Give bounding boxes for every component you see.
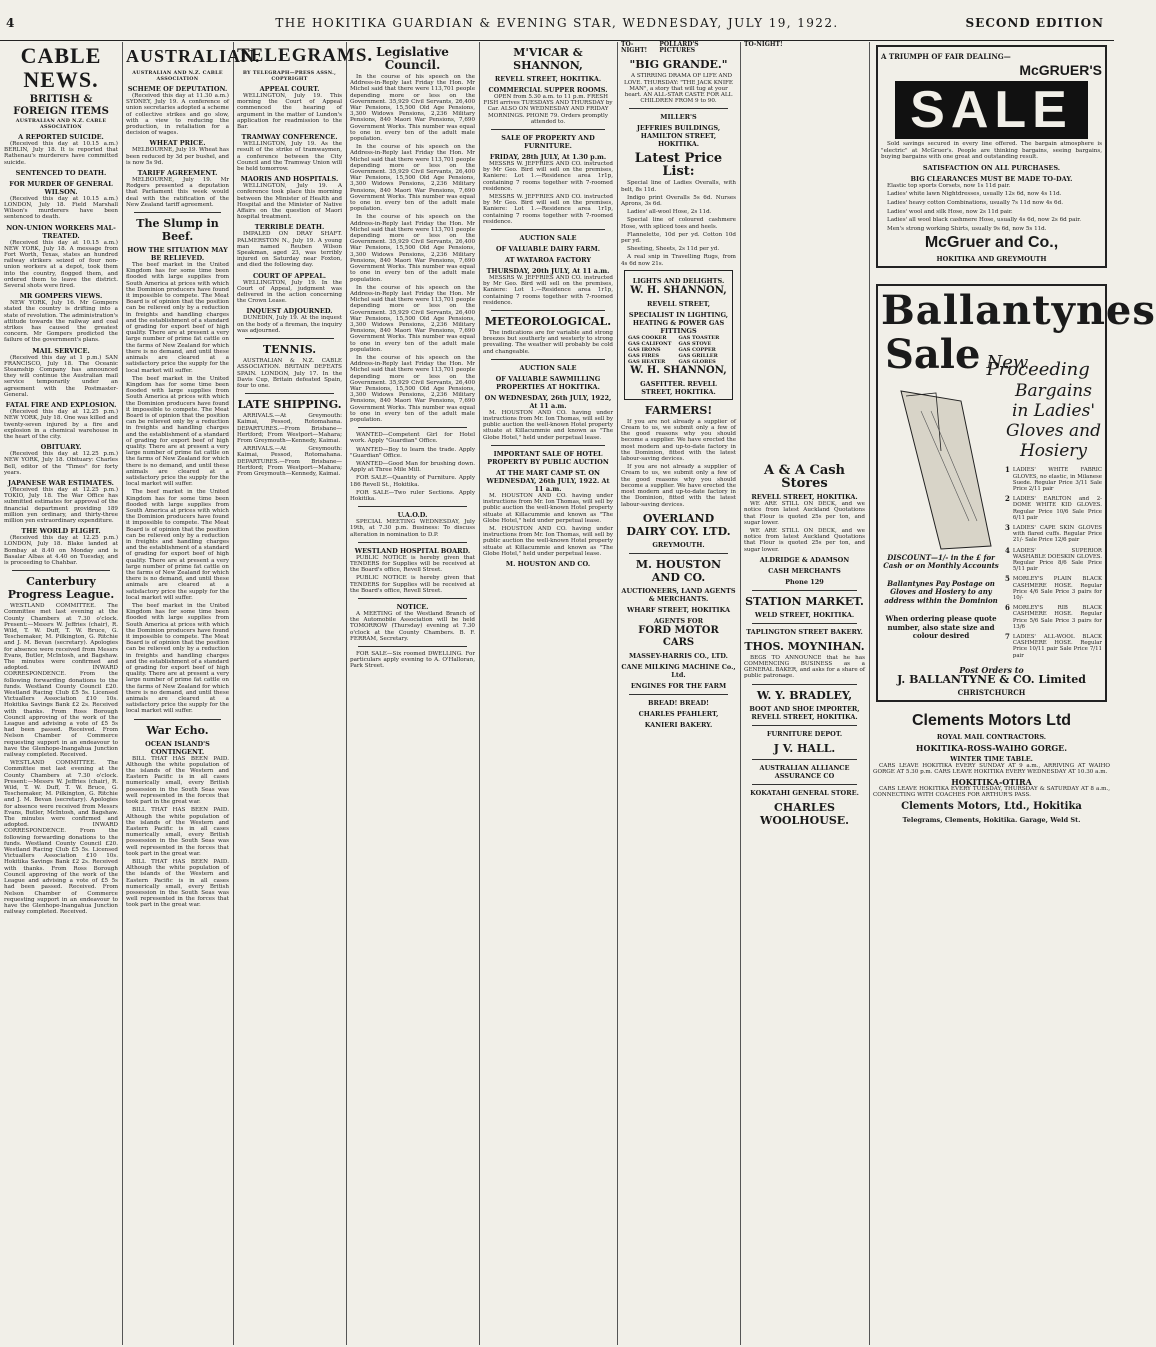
price-list-heading: Latest Price List:: [634, 151, 723, 180]
shipping-text-2: ARRIVALS.—At Greymouth: Kaimai, Pessod, Rotomahana. DEPARTURES.—From Brisbane—Hertford; From Westport—Mahara; From Greymouth—Kennedy, Kaimai.: [237, 446, 342, 477]
slump-text: The beef market in the United Kingdom has for some time been flooded with large supplies from South America at prices with which the Dominion producers have found it impossible to compete. The Meat Board is of opinion that the position can be relieved only by a reduction in freights and handling charges and the establishment of a standard of grading for export beef of high quality. There are at present a very large number of prime fat cattle on the farms of New Zealand for which there is no demand, and until these animals are cleared at a satisfactory price the supply for the local market will suffer.: [126, 262, 229, 374]
column-auctions: [483, 42, 613, 1345]
post-orders: Post Orders to: [959, 664, 1024, 675]
cash-stores-heading: A & A Cash Stores: [763, 463, 846, 492]
glove-item: [1005, 522, 1102, 544]
station-address: WELD STREET, HOKITIKA.: [754, 610, 855, 619]
slump-heading: The Slump in Beef.: [136, 217, 219, 244]
tennis-heading: TENNIS.: [262, 343, 317, 357]
cable-item-body: NEW YORK, July 16. Mr Gompers stated the country is drifting into a state of revolution. The administration's attitude towards the railway and coal strikes has caused the greatest concern. Mr Gompers predicted the failure of the government's plans.: [4, 300, 118, 344]
overland-name: OVERLAND DAIRY COY. LTD.: [626, 511, 731, 538]
mcgruer-name: McGRUER'S: [1019, 62, 1102, 78]
price-line: Special line of coloured cashmere Hose, with spliced toes and heels.: [621, 217, 736, 230]
uaod-heading: U.A.O.D.: [397, 511, 428, 520]
moynihan-name: THOS. MOYNIHAN.: [744, 639, 865, 653]
tsb-heading: TAPLINGTON STREET BAKERY.: [746, 627, 863, 636]
houston-signature: M. HOUSTON AND CO.: [505, 559, 591, 568]
price-line: Flannelette, 10d per yd. Cotton 10d per yd.: [621, 231, 736, 245]
for-sale-text: FOR SALE—Six roomed DWELLING. For particulars apply evening to A. O'Halloran, Park Street.: [350, 651, 475, 670]
auction2-date: ON WEDNESDAY, 26th JULY, 1922, At 11 a.m.: [484, 393, 612, 410]
telegram-item-body: WELLINGTON, July 19. A conference took place this morning between the Minister of Health and Hospital and the Minister of Native Affairs on the question of Maori hospital treatment.: [237, 183, 342, 221]
cable-item-headline: OBITUARY.: [40, 443, 82, 452]
jbal-name: J. BALLANTYNE & CO. Limited: [897, 672, 1086, 686]
glove-text: MORLEY'S PLAIN BLACK CASHMERE HOSE. Regular Price 4/6 Sale Price 3 pairs for 10/-: [1012, 576, 1102, 601]
route1-text: CARS LEAVE HOKITIKA EVERY SUNDAY AT 9 a.m., ARRIVING AT WAIHO GORGE AT 5.30 p.m. CARS LEAVE HOKITIKA EVERY WEDNESDAY AT 10.30 a.m.: [873, 762, 1110, 776]
war-text-3: BILL THAT HAS BEEN PAID. Although the white population of the islands of the Western and Eastern Pacific is in all cases numerically small, every British possession in the South Seas was well represented in the forces that took part in the great war.: [126, 858, 229, 909]
overland-sub: GREYMOUTH.: [652, 540, 705, 549]
gas-item: GAS TOASTER: [678, 334, 720, 341]
auction1-location: AT WATAROA FACTORY: [504, 256, 592, 265]
masthead-title: THE HOKITIKA GUARDIAN & EVENING STAR, WEDNESDAY, JULY 19, 1922.: [275, 16, 839, 30]
glove-item: [1005, 576, 1102, 601]
aldridge-sub: CASH MERCHANTS: [768, 566, 841, 575]
gas-item: GAS COOKER: [628, 334, 667, 341]
jbal-city: CHRISTCHURCH: [957, 687, 1026, 697]
glove-text: LADIES' EARLTON and 2-DOME WHITE KID GLOVES. Regular Price 10/6 Sale Price 6/11 pair: [1012, 496, 1102, 521]
glove-item: [1005, 545, 1102, 573]
hospital-text: PUBLIC NOTICE is hereby given that TENDERS for Supplies will be received at the Board's office, Revell Street.: [350, 554, 475, 574]
notice-text: A MEETING of the Westland Branch of the Automobile Association will be held TOMORROW (Thursday) evening at 7.30 o'clock at the County Chambers. B. F. FERRAM, Secretary.: [350, 611, 475, 642]
aldridge-phone: Phone 129: [785, 577, 824, 586]
auction2-subheading: OF VALUABLE SAWMILLING PROPERTIES AT HOKITIKA.: [495, 374, 601, 391]
supper-rooms: COMMERCIAL SUPPER ROOMS.: [488, 86, 608, 94]
ballantynes-name: Ballantynes: [881, 287, 1156, 335]
war-subheading: OCEAN ISLAND'S CONTINGENT.: [145, 739, 210, 756]
legislative-text-2: In the course of his speech on the Address-in-Reply last Friday the Hon. Mr Michel said that there were 113,701 people depending more or less on the Government. 35,929 Civil Servants, 26,400 War Pensions, 15,500 Old Age Pensions, 3,300 Widows Pensions, 2,236 Military Pensions, 840 Maori War Pensions, 7,690 Government Works. This number was equal to one in every ten of the adult male population.: [350, 144, 475, 213]
mcgruer-address: HOKITIKA AND GREYMOUTH: [936, 255, 1047, 264]
slump-text-4: The beef market in the United Kingdom has for some time been flooded with large supplies from South America at prices with which the Dominion producers have found it impossible to compete. The Meat Board is of opinion that the position can be relieved only by a reduction in freights and handling charges and the establishment of a standard of grading for export beef of high quality. There are at present a very large number of prime fat cattle on the farms of New Zealand for which there is no demand, and until these animals are cleared at a satisfactory price the supply for the local market will suffer.: [126, 603, 229, 715]
sale-line: Ladies' white lawn Nightdresses, usually 12s 6d, now 4s 11d.: [887, 191, 1062, 198]
glove-text: LADIES' CAPE SKIN GLOVES with flared cuffs. Regular Price 21/- Sale Price 12/6 pair: [1012, 524, 1102, 544]
telegram-item-headline: INQUEST ADJOURNED.: [246, 307, 333, 316]
slump-text-3: The beef market in the United Kingdom has for some time been flooded with large supplies from South America at prices with which the Dominion producers have found it impossible to compete. The Meat Board is of opinion that the position can be relieved only by a reduction in freights and handling charges and the establishment of a standard of grading for export beef of high quality. There are at present a very large number of prime fat cattle on the farms of New Zealand for which there is no demand, and until these animals are cleared at a satisfactory price the supply for the local market will suffer.: [126, 489, 229, 601]
price-line: Ladies' all-wool Hose, 2s 11d.: [627, 209, 712, 216]
column-australian: [126, 42, 261, 1345]
glove-text: LADIES' SUPERIOR WASHABLE DOESKIN GLOVES. Regular Price 8/6 Sale Price 5/11 pair: [1012, 547, 1102, 573]
winter-timetable: WINTER TIME TABLE.: [950, 754, 1033, 763]
column-ads-center: [621, 42, 736, 1345]
cable-item-headline: FOR MURDER OF GENERAL WILSON.: [9, 179, 113, 196]
cash-stores-address: REVELL STREET, HOKITIKA.: [751, 493, 858, 502]
houston-name: M. HOUSTON AND CO.: [635, 557, 722, 584]
glove-item: [1005, 634, 1102, 659]
gas-item: GAS GLOBES: [678, 358, 716, 365]
sale-line: Elastic top sports Corsets, now 1s 11d pair.: [887, 182, 1011, 189]
glove-number: 6: [1005, 603, 1010, 613]
australian-item-headline: WHEAT PRICE.: [149, 139, 206, 148]
lights-heading: LIGHTS AND DELIGHTS.: [632, 276, 725, 285]
pfahlert-name: CHARLES PFAHLERT,: [638, 709, 719, 718]
war-text: BILL THAT HAS BEEN PAID. Although the white population of the islands of the Western and Eastern Pacific is in all cases numerically small, every British possession in the South Seas was well represented in the forces that took part in the great war.: [126, 755, 229, 806]
telegram-item-headline: COURT OF APPEAL.: [252, 271, 327, 280]
australian-item-body: MELBOURNE, July 19. Mr Rodgers presented a deputation that Parliament this week would deal with the ratification of the New Zealand tariff agreement.: [126, 177, 229, 208]
auction1-date: THURSDAY, 20th JULY, At 11 a.m.: [486, 267, 610, 276]
clements-name: Clements Motors Ltd: [911, 711, 1072, 729]
sale-text-2: MESSRS W. JEFFRIES AND CO. instructed by Mr Geo. Bird will sell on the premises, Kaniere: Lot 1.—Residence area 1r1p, containing 7 rooms together with 7-roomed residence.: [483, 194, 613, 225]
shannon-footer: GASFITTER. REVELL STREET, HOKITIKA.: [640, 379, 717, 396]
cash-stores-text: WE ARE STILL ON DECK, and we notice from latest Auckland Quotations that Flour is quoted 25s per ton, and sugar lower.: [744, 501, 865, 526]
engines-heading: ENGINES FOR THE FARM: [630, 681, 727, 690]
glove-text: MORLEY'S RIB BLACK CASHMERE HOSE. Regular Price 5/6 Sale Price 3 pairs for 13/6: [1012, 605, 1102, 630]
shannon-name: W. H. SHANNON,: [630, 284, 727, 296]
cash-stores-text-2: WE ARE STILL ON DECK, and we notice from latest Auckland Quotations that Flour is quoted 25s per ton, and sugar lower.: [744, 528, 865, 553]
gas-item: GAS COPPER: [678, 346, 716, 353]
sale-line: Ladies' wool and silk Hose, now 2s 11d pair.: [887, 208, 1013, 215]
column-display-ads: [873, 42, 1156, 1345]
australian-item-headline: TARIFF AGREEMENT.: [137, 169, 218, 178]
classified-ad: WANTED—Competent Girl for Hotel work. Apply "Guardian" Office.: [350, 432, 475, 445]
cane-machine: CANE MILKING MACHINE Co., Ltd.: [621, 662, 736, 679]
auction1-heading: AUCTION SALE: [519, 234, 577, 243]
price-line: Sheeting, Sheets, 2s 11d per yd.: [627, 246, 720, 253]
notice-heading: NOTICE.: [396, 603, 429, 612]
shipping-text: ARRIVALS.—At Greymouth: Kaimai, Pessod, Rotomahana. DEPARTURES.—From Brisbane—Hertford; From Westport—Mahara; From Greymouth—Kennedy, Kaimai.: [237, 413, 342, 444]
millers-name: MILLER'S: [660, 113, 697, 122]
cable-item-body: (Received this day at 12.25 p.m.) LONDON, July 18. Blake landed at Bombay at 8.40 on Monday and is Basalar Albas at 4.40 on Tuesday, and is proceeding to Chahbar.: [4, 535, 118, 566]
war-text-2: BILL THAT HAS BEEN PAID. Although the white population of the islands of the Western and Eastern Pacific is in all cases numerically small, every British possession in the South Seas was well represented in the forces that took part in the great war.: [126, 807, 229, 857]
cable-item-body: (Received this day at 12.25 p.m.) NEW YORK, July 18. One was killed and twenty-seven injured by a fire and explosion in a chemical warehouse in the heart of the city.: [4, 409, 118, 440]
bread-heading: BREAD! BREAD!: [647, 698, 710, 707]
discount-text: DISCOUNT—1/- in the £ for Cash or on Monthly Accounts: [883, 552, 999, 570]
ordering-text: When ordering please quote number, also state size and colour desired: [885, 614, 997, 641]
hotel-text: M. HOUSTON AND CO. having under instructions from Mr. Ion Thomas, will sell by public auction the well-known Hotel property situate at Killacummie and known as "The Globe Hotel," held under perpetual lease.: [483, 492, 613, 524]
mail-contractors: ROYAL MAIL CONTRACTORS.: [936, 732, 1047, 741]
cable-item-body: (Received this day at 10.15 a.m.) NEW YORK, July 18. A message from Fort Worth, Texas, states an hundred railway strikers seized of four non-union workers at a depot, took them into the country, flogged them, and ordered them to leave the district. Several shots were fired.: [4, 239, 118, 290]
classified-ad: FOR SALE—Two ruler Sections. Apply Hokitika.: [350, 489, 475, 502]
telegram-item-headline: APPEAL COURT.: [259, 85, 320, 93]
glove-number: 4: [1005, 545, 1010, 555]
hotel-heading: IMPORTANT SALE OF HOTEL PROPERTY BY PUBLIC AUCTION: [487, 449, 609, 466]
glove-number: 2: [1005, 494, 1010, 504]
fair-dealing: A TRIUMPH OF FAIR DEALING—: [881, 52, 1011, 61]
gas-item: GAS CALIFONT: [628, 340, 672, 347]
millers-address: JEFFRIES BUILDINGS, HAMILTON STREET, HOKITIKA.: [636, 124, 721, 149]
agents-for: AGENTS FOR: [654, 616, 703, 625]
met-text: The indications are for variable and strong breezes but southerly and westerly to strong prevailing. The weather will probably be cold and changeable.: [483, 330, 613, 355]
bradley-name: W. Y. BRADLEY,: [756, 688, 853, 702]
clements-name-2: Clements Motors, Ltd., Hokitika: [901, 800, 1082, 812]
league-text-more: WESTLAND COMMITTEE. The Committee met last evening at the County Chambers at 7.30 o'clock. Present:—Messrs W. Jeffries (chair), R. Wild, T. W. Duff, T. W. Bruce, G. Teschemaker, M. Pilkington, G. Ritchie and J. M. Bevan (secretary). Apologies for absence were received from Messrs Evans, Butler, McIntosh, and Bagshaw. The minutes were confirmed and adopted. INWARD CORRESPONDENCE. From the following forwarding donations to the funds. Westland County Council £20. Westland Racing Club £5 5s. Licensed Victuallers Association £10 10s. Hokitika Savings Bank £2 2s. Received with thanks. From Ross Borough Council approving of the work of the League and advising a vote of £5 5s had been passed. Received. From Nelson Chamber of Commerce requesting support in an endeavour to have the Glenhope-Inangahua Junction railway completed. Received.: [4, 760, 118, 916]
ballantynes-ad: [876, 284, 1156, 701]
cable-news-subheading: BRITISH & FOREIGN ITEMS: [13, 94, 109, 117]
league-heading: Canterbury Progress League.: [7, 575, 115, 602]
price-line: A real snip in Travelling Rugs, from 4s 6d now 21s.: [621, 254, 736, 267]
ballantynes-proceeding: New Proceeding: [986, 352, 1090, 380]
aldridge-name: ALDRIDGE & ADAMSON: [759, 555, 850, 564]
satisfaction: SATISFACTION ON ALL PURCHASES.: [922, 163, 1061, 172]
glove-item: [1005, 467, 1102, 492]
bargains-text: Bargains in Ladies' Gloves and Hosiery: [1005, 381, 1101, 462]
uaod-text: SPECIAL MEETING WEDNESDAY, July 19th, at 7.30 p.m. Business: To discuss alteration in nomination to D.P.: [350, 519, 475, 538]
slump-subheading: HOW THE SITUATION MAY BE RELIEVED.: [127, 246, 228, 263]
station-market: STATION MARKET.: [745, 594, 864, 608]
telegram-item-headline: MAORIS AND HOSPITALS.: [240, 175, 339, 184]
telegram-item-headline: TERRIBLE DEATH.: [254, 223, 325, 232]
insurance-heading: AUSTRALIAN ALLIANCE ASSURANCE CO: [759, 763, 850, 780]
sale-heading: SALE OF PROPERTY AND FURNITURE.: [501, 134, 595, 151]
cable-item-body: (Received this day at 12.25 p.m.) TOKIO, July 18. The War Office has submitted estimates for approval of the financial department providing 189 million yen ordinary, and thirty-three million yen extraordinary expenditure.: [4, 486, 118, 524]
mcgruer-co: McGruer and Co.,: [924, 234, 1059, 252]
fair-text: Sold savings secured in every line offered. The bargain atmosphere is "electric" at McGruer's. People are thinking bargains, seeing bargains, buying bargains with one great and outstanding result.: [881, 141, 1102, 161]
legislative-text: In the course of his speech on the Address-in-Reply last Friday the Hon. Mr Michel said that there were 113,701 people depending more or less on the Government. 35,929 Civil Servants, 26,400 War Pensions, 15,500 Old Age Pensions, 3,300 Widows Pensions, 2,236 Military Pensions, 840 Maori War Pensions, 7,690 Government Works. This number was equal to one in every ten of the adult male population.: [350, 74, 475, 143]
cable-item-body: (Received this day at 1 p.m.) SAN FRANCISCO, July 18. The Oceanic Steamship Company has announced they will continue the Australian mail service temporarily under an agreement with the Postmaster-General.: [4, 354, 118, 398]
cable-item-headline: JAPANESE WAR ESTIMATES.: [8, 478, 114, 487]
glove-item: [1005, 605, 1102, 630]
classified-ad: WANTED—Boy to learn the trade. Apply "Guardian" Office.: [350, 446, 475, 459]
route2-text: CARS LEAVE HOKITIKA EVERY TUESDAY, THURSDAY & SATURDAY AT 8 a.m., CONNECTING WITH COACHES FOR ARTHUR'S PASS.: [873, 786, 1110, 799]
gas-item: GAS IRONS: [628, 346, 661, 353]
masthead: [0, 0, 1114, 41]
price-line: Special line of Ladies Overalls, with belt, 8s 11d.: [621, 180, 736, 193]
hospital-heading: WESTLAND HOSPITAL BOARD.: [354, 546, 471, 555]
shannon-specialty: SPECIALIST IN LIGHTING, HEATING & POWER GAS FITTINGS: [628, 310, 729, 335]
gas-item: GAS HEATER: [628, 358, 666, 365]
telegram-item-body: WELLINGTON, July 19. In the Court of Appeal, judgment was delivered in the action concerning the Crown Lease.: [237, 279, 342, 305]
ballantynes-sale: Sale: [885, 331, 981, 379]
houston-sub: AUCTIONEERS, LAND AGENTS & MERCHANTS.: [621, 586, 736, 603]
cable-item-body: (Received this day at 12.25 p.m.) NEW YORK, July 18. Obituary: Charles Bell, editor of the "Times" for forty years.: [4, 451, 118, 476]
telegram-item-headline: TRAMWAY CONFERENCE.: [241, 133, 338, 142]
pfahlert-sub: KANIERI BAKERY.: [644, 720, 713, 729]
glove-number: 1: [1005, 465, 1010, 475]
gas-item: GAS FIRES: [628, 352, 659, 359]
legislative-heading: Legislative Council.: [376, 45, 449, 72]
cable-item-body: (Received this day at 10.15 a.m.) BERLIN, July 18. It is reported that Rathenau's murderers have committed suicide.: [4, 141, 118, 166]
page-number: 4: [6, 16, 15, 30]
sale-text: MESSRS W. JEFFRIES AND CO. instructed by Mr Geo. Bird will sell on the premises, Kaniere: Lot 1.—Residence area 1r1p, containing 7 rooms together with 7-roomed residence.: [483, 161, 613, 192]
price-line: Indigo print Overalls 5s 6d. Nurses Aprons, 3s 6d.: [621, 194, 736, 208]
clements-phones: Telegrams, Clements, Hokitika. Garage, Weld St.: [902, 815, 1081, 824]
legislative-text-3: In the course of his speech on the Address-in-Reply last Friday the Hon. Mr Michel said that there were 113,701 people depending more or less on the Government. 35,929 Civil Servants, 26,400 War Pensions, 15,500 Old Age Pensions, 3,300 Widows Pensions, 2,236 Military Pensions, 840 Maori War Pensions, 7,690 Government Works. This number was equal to one in every ten of the adult male population.: [350, 214, 475, 283]
league-text: WESTLAND COMMITTEE. The Committee met last evening at the County Chambers at 7.30 o'clock. Present:—Messrs W. Jeffries (chair), R. Wild, T. W. Duff, T. W. Bruce, G. Teschemaker, M. Pilkington, G. Ritchie and J. M. Bevan (secretary). Apologies for absence were received from Messrs Evans, Butler, McIntosh, and Bagshaw. The minutes were confirmed and adopted. INWARD CORRESPONDENCE. From the following forwarding donations to the funds. Westland County Council £20. Westland Racing Club £5 5s. Licensed Victuallers Association £10 10s. Hokitika Savings Bank £2 2s. Received with thanks. From Ross Borough Council approving of the work of the League and advising a vote of £5 5s had been passed. Received. From Nelson Chamber of Commerce requesting support in an endeavour to have the Glenhope-Inangahua Junction railway completed. Received.: [4, 603, 118, 759]
telegram-item-body: WELLINGTON, July 19. As the result of the strike of tramwaymen, a conference between the City Council and the Tramway Union will be held tomorrow.: [237, 141, 342, 173]
shannon-address: REVELL STREET,: [647, 299, 710, 308]
glove-number: 7: [1005, 632, 1010, 642]
slump-text-2: The beef market in the United Kingdom has for some time been flooded with large supplies from South America at prices with which the Dominion producers have found it impossible to compete. The Meat Board is of opinion that the position can be relieved only by a reduction in freights and handling charges and the establishment of a standard of grading for export beef of high quality. There are at present a very large number of prime fat cattle on the farms of New Zealand for which there is no demand, and until these animals are cleared at a satisfactory price the supply for the local market will suffer.: [126, 375, 229, 488]
auction2-text: M. HOUSTON AND CO. having under instructions from Mr. Ion Thomas, will sell by public auction the well-known Hotel property situate at Killacummie and known as "The Globe Hotel," held under perpetual lease.: [483, 409, 613, 441]
auction1-subheading: OF VALUABLE DAIRY FARM.: [495, 245, 601, 254]
classified-ad: FOR SALE—Quantity of Furniture. Apply 186 Revell St., Hokitika.: [350, 475, 475, 488]
hall-name: J V. HALL.: [773, 741, 836, 755]
ford-cars: FORD MOTOR CARS: [638, 624, 719, 648]
legislative-text-5: In the course of his speech on the Address-in-Reply last Friday the Hon. Mr Michel said that there were 113,701 people depending more or less on the Government. 35,929 Civil Servants, 26,400 War Pensions, 15,500 Old Age Pensions, 3,300 Widows Pensions, 2,236 Military Pensions, 840 Maori War Pensions, 7,690 Government Works. This number was equal to one in every ten of the adult male population.: [350, 354, 475, 423]
telegrams-heading: TELEGRAMS.: [237, 45, 374, 66]
farmers-text: If you are not already a supplier of Cream to us, we submit only a few of the good reasons why you should become a supplier. We have erected the most modern and up-to-date factory in the Dominion, fitted with the latest labour-saving devices.: [621, 418, 736, 463]
shipping-heading: LATE SHIPPING.: [237, 398, 342, 412]
glove-number: 5: [1005, 574, 1010, 584]
tonight-left: TO-NIGHT!: [621, 41, 648, 55]
massey-harris: MASSEY-HARRIS CO., LTD.: [629, 651, 728, 660]
mvicar-heading: M'VICAR & SHANNON,: [513, 46, 583, 72]
furniture-depot: FURNITURE DEPOT.: [766, 729, 843, 738]
cable-assoc: AUSTRALIAN AND N.Z. CABLE ASSOCIATION: [15, 118, 107, 130]
telegram-item-body: IMPALED ON DRAY SHAFT. PALMERSTON N., July 19. A young man named Reuben Wilson Speakman, aged 23, was terribly injured on Saturday near Foxton, and died the following day.: [237, 231, 342, 269]
hotel-text-2: M. HOUSTON AND CO. having under instructions from Mr. Ion Thomas, will sell by public auction the well-known Hotel property situate at Killacummie and known as "The Globe Hotel," held under perpetual lease.: [483, 525, 613, 557]
cable-item-headline: MR GOMPERS VIEWS.: [19, 292, 103, 301]
cable-item-headline: FATAL FIRE AND EXPLOSION.: [5, 401, 117, 410]
farmers-heading: FARMERS!: [644, 403, 713, 417]
cable-item-headline: NON-UNION WORKERS MAL-TREATED.: [6, 223, 116, 240]
column-telegrams: [237, 42, 374, 1345]
sale-line: Ladies' heavy cotton Combinations, usually 7s 11d now 4s 6d.: [887, 199, 1063, 206]
australian-heading: AUSTRALIAN.: [126, 46, 261, 66]
mvicar-address: REVELL STREET, HOKITIKA.: [494, 75, 602, 83]
edition-label: SECOND EDITION: [965, 16, 1104, 30]
clearances: BIG CLEARANCES MUST BE MADE TO-DAY.: [910, 174, 1073, 183]
classified-ad: WANTED—Good Man for brushing down. Apply at Three Mile Mill.: [350, 460, 475, 474]
telegram-item-body: WELLINGTON, July 19. This morning the Court of Appeal commenced the hearing of argument in the matter of Lundon's application for readmission to the Bar.: [237, 93, 342, 131]
hotel-date: AT THE MART CAMP ST. ON WEDNESDAY, 26th JULY, 1922. At 11 a.m.: [486, 468, 610, 493]
bradley-sub: BOOT AND SHOE IMPORTER, REVELL STREET, HOKITIKA.: [749, 704, 860, 721]
cable-item-headline: A REPORTED SUICIDE.: [18, 133, 104, 141]
play-title: "BIG GRANDE.": [629, 58, 728, 72]
australian-item-body: (Received this day at 11.30 a.m.) SYDNEY, July 19. A conference of union secretaries adopted a scheme of collective strikes and go slow, with a view to reducing the production, in retaliation for a decision of wages.: [126, 93, 229, 137]
gas-item: GAS GRILLER: [678, 352, 718, 359]
play-text: A STIRRING DRAMA OF LIFE AND LOVE. THURSDAY: "THE JACK KNIFE MAN", a story that will tug at your heart. AN ALL-STAR CASTE FOR ALL CHILDREN FROM 9 to 90.: [623, 73, 734, 105]
cable-item-headline: SENTENCED TO DEATH.: [15, 168, 107, 177]
glove-number: 3: [1005, 522, 1010, 532]
hospital-text-2: PUBLIC NOTICE is hereby given that TENDERS for Supplies will be received at the Board's office, Revell Street.: [350, 575, 475, 594]
tonight-right: TO-NIGHT!: [744, 41, 783, 48]
route1-name: HOKITIKA-ROSS-WAIHO GORGE.: [915, 742, 1068, 753]
cable-news-heading: CABLE NEWS.: [20, 43, 102, 92]
glove-text: LADIES' ALL-WOOL BLACK CASHMERE HOSE. Regular Price 10/11 pair Sale Price 7/11 pair: [1012, 634, 1102, 659]
war-heading: War Echo.: [146, 723, 209, 737]
telegrams-assoc: BY TELEGRAPH—PRESS ASSN., COPYRIGHT: [242, 70, 337, 82]
glove-item: [1005, 496, 1102, 521]
auction2-heading: AUCTION SALE: [519, 363, 577, 372]
met-heading: METEOROLOGICAL.: [484, 315, 612, 329]
mcgruer-ad: [876, 45, 1107, 268]
postage-text: Ballantynes Pay Postage on Gloves and Hosiery to any address within the Dominion: [884, 578, 998, 605]
cable-item-headline: THE WORLD FLIGHT.: [21, 527, 101, 536]
legislative-text-4: In the course of his speech on the Address-in-Reply last Friday the Hon. Mr Michel said that there were 113,701 people depending more or less on the Government. 35,929 Civil Servants, 26,400 War Pensions, 15,500 Old Age Pensions, 3,300 Widows Pensions, 2,236 Military Pensions, 840 Maori War Pensions, 7,690 Government Works. This number was equal to one in every ten of the adult male population.: [350, 284, 475, 353]
column-ads-right: [744, 42, 865, 1345]
sale-line: Ladies' all wool black cashmere Hose, usually 4s 6d, now 2s 6d pair.: [887, 217, 1082, 224]
supper-text: OPEN from 5.30 a.m. to 11 p.m. FRESH FISH arrives TUESDAYS AND THURSDAY by Car. ALSO ON WEDNESDAY AND FRIDAY MORNINGS. PHONE 79. Orders promptly attended to.: [483, 94, 613, 125]
column-legislative: [350, 42, 475, 1345]
glove-illustration: [881, 381, 1001, 551]
route2-name: HOKITIKA-OTIRA: [951, 777, 1032, 788]
sale-date: FRIDAY, 28th JULY, At 1.30 p.m.: [489, 153, 607, 162]
cable-item-body: (Received this day at 10.15 a.m.) LONDON, July 18. Field Marshall Wilson's murderers have been sentenced to death.: [4, 195, 118, 221]
wharf-street: WHARF STREET, HOKITIKA: [626, 605, 731, 614]
woolhouse-name: CHARLES WOOLHOUSE.: [760, 800, 849, 827]
sale-banner: SALE: [895, 81, 1088, 139]
tennis-text: AUSTRALIAN & N.Z. CABLE ASSOCIATION. BRITAIN DEFEATS SPAIN. LONDON, July 17. In the Davis Cup, Britain defeated Spain, four to one.: [237, 358, 342, 389]
farmers-text-2: If you are not already a supplier of Cream to us, we submit only a few of the good reasons why you should become a supplier. We have erected the most modern and up-to-date factory in the Dominion, fitted with the latest labour-saving devices.: [621, 464, 736, 508]
column-cable-news: [4, 42, 118, 1345]
australian-item-body: MELBOURNE, July 19. Wheat has been reduced by 3d per bushel, and is now 5s 9d.: [126, 147, 229, 166]
clements-ad: [873, 712, 1110, 824]
auction1-text: MESSRS W. JEFFRIES AND CO. instructed by Mr Geo. Bird will sell on the premises, Kaniere: Lot 1.—Residence area 1r1p, containing 7 rooms together with 7-roomed residence.: [483, 275, 613, 306]
glove-text: LADIES' WHITE FABRIC GLOVES, no elastic, in Milanese Suede. Regular Price 3/11 Sale Price 2/11 pair: [1012, 467, 1102, 492]
cable-item-headline: MAIL SERVICE.: [32, 346, 90, 355]
australian-assoc: AUSTRALIAN AND N.Z. CABLE ASSOCIATION: [132, 70, 223, 82]
australian-item-headline: SCHEME OF DEPUTATION.: [127, 85, 228, 93]
kokatahi-store: KOKATAHI GENERAL STORE.: [750, 788, 859, 797]
shannon-name-2: W. H. SHANNON,: [630, 364, 727, 376]
sale-line: Men's strong working Shirts, usually 9s 6d, now 5s 11d.: [887, 225, 1047, 232]
pollards-pictures: POLLARD'S PICTURES: [659, 41, 699, 55]
moynihan-text: BEGS TO ANNOUNCE that he has COMMENCING BUSINESS as a GENERAL BAKER, and asks for a share of public patronage.: [744, 654, 865, 680]
gas-item: GAS STOVE: [678, 340, 712, 347]
telegram-item-body: DUNEDIN, July 19. At the inquest on the body of a fireman, the inquiry was adjourned.: [237, 315, 342, 334]
shannon-ad: [624, 270, 733, 400]
